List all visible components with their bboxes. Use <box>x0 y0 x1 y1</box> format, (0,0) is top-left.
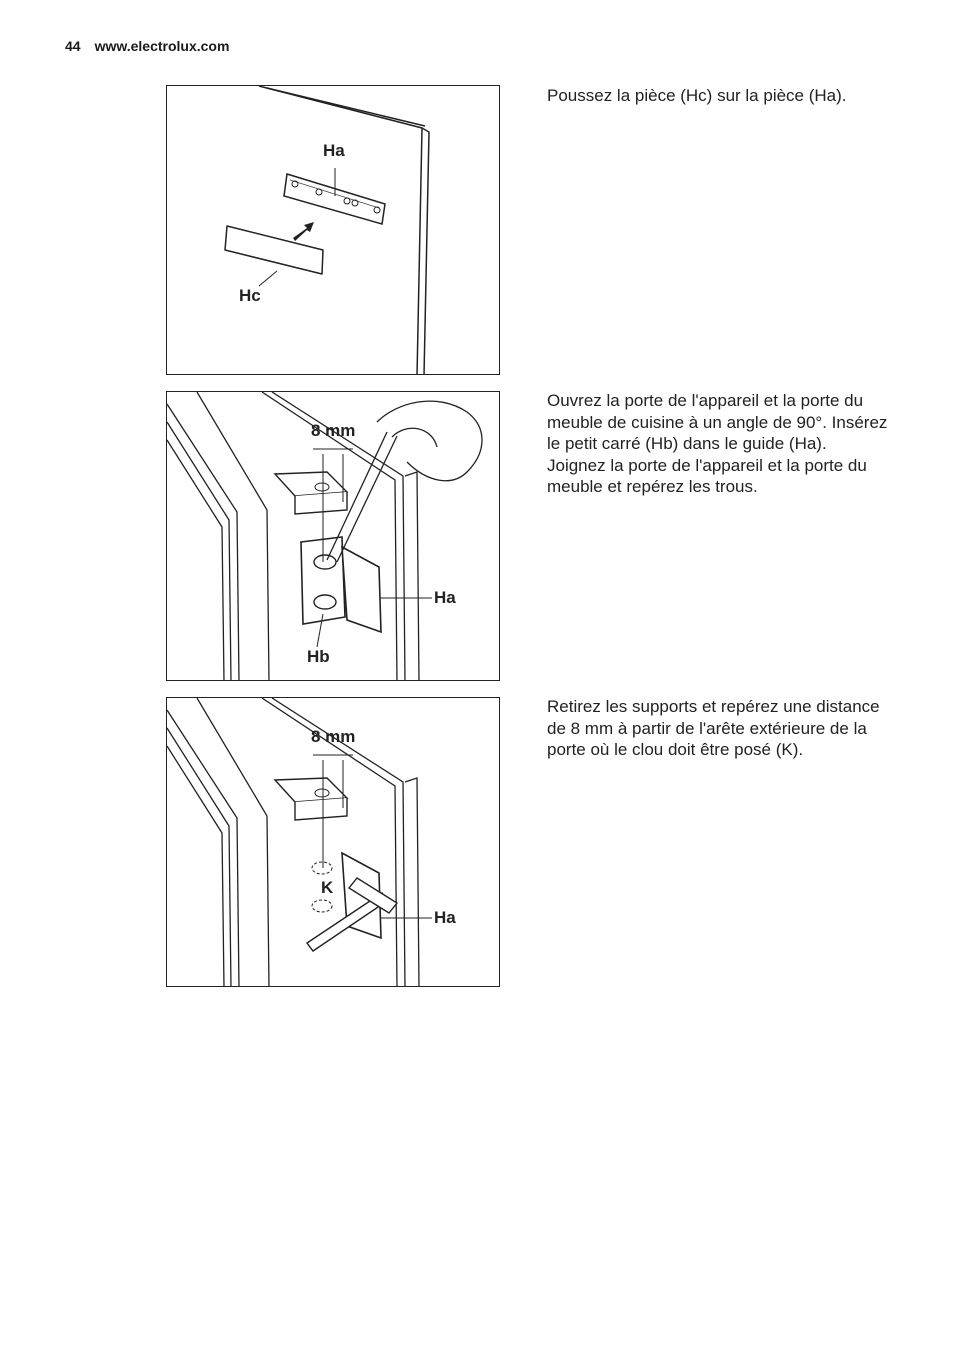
label-ha: Ha <box>323 141 345 160</box>
step-paragraph: Poussez la pièce (Hc) sur la pièce (Ha). <box>547 86 847 105</box>
figure-insert-hb-in-ha <box>166 391 500 681</box>
cover-hc <box>225 226 323 274</box>
figure-push-hc-onto-ha <box>166 85 500 375</box>
step-text-3 <box>547 696 897 761</box>
label-hb: Hb <box>307 647 330 666</box>
step-paragraph: Retirez les supports et repérez une distance de 8 mm à partir de l'arête extérieure de la porte où le clou doit être posé (K). <box>547 697 880 759</box>
site-url: www.electrolux.com <box>94 38 230 54</box>
step-paragraph: Joignez la porte de l'appareil et la porte du meuble et repérez les trous. <box>547 455 867 496</box>
label-8mm: 8 mm <box>311 421 356 440</box>
figure-mark-nail-position <box>166 697 500 987</box>
step-text-2 <box>547 390 897 498</box>
page-number: 44 <box>65 38 81 54</box>
page-header <box>65 38 229 54</box>
top-bracket <box>275 472 347 514</box>
step-paragraph: Ouvrez la porte de l'appareil et la porte du meuble de cuisine à un angle de 90°. Insérez le petit carré (Hb) dans le guide (Ha). <box>547 391 888 453</box>
label-ha: Ha <box>434 908 456 927</box>
label-8mm: 8 mm <box>311 727 356 746</box>
illustration-door-bracket <box>167 392 500 681</box>
arrow-icon <box>293 222 314 241</box>
bracket-ha <box>301 537 381 632</box>
illustration-door-panel <box>167 86 500 375</box>
label-k: K <box>321 878 334 897</box>
top-bracket <box>275 778 347 820</box>
illustration-door-hammer <box>167 698 500 987</box>
step-text-1 <box>547 85 897 107</box>
label-ha: Ha <box>434 588 456 607</box>
label-hc: Hc <box>239 286 261 305</box>
